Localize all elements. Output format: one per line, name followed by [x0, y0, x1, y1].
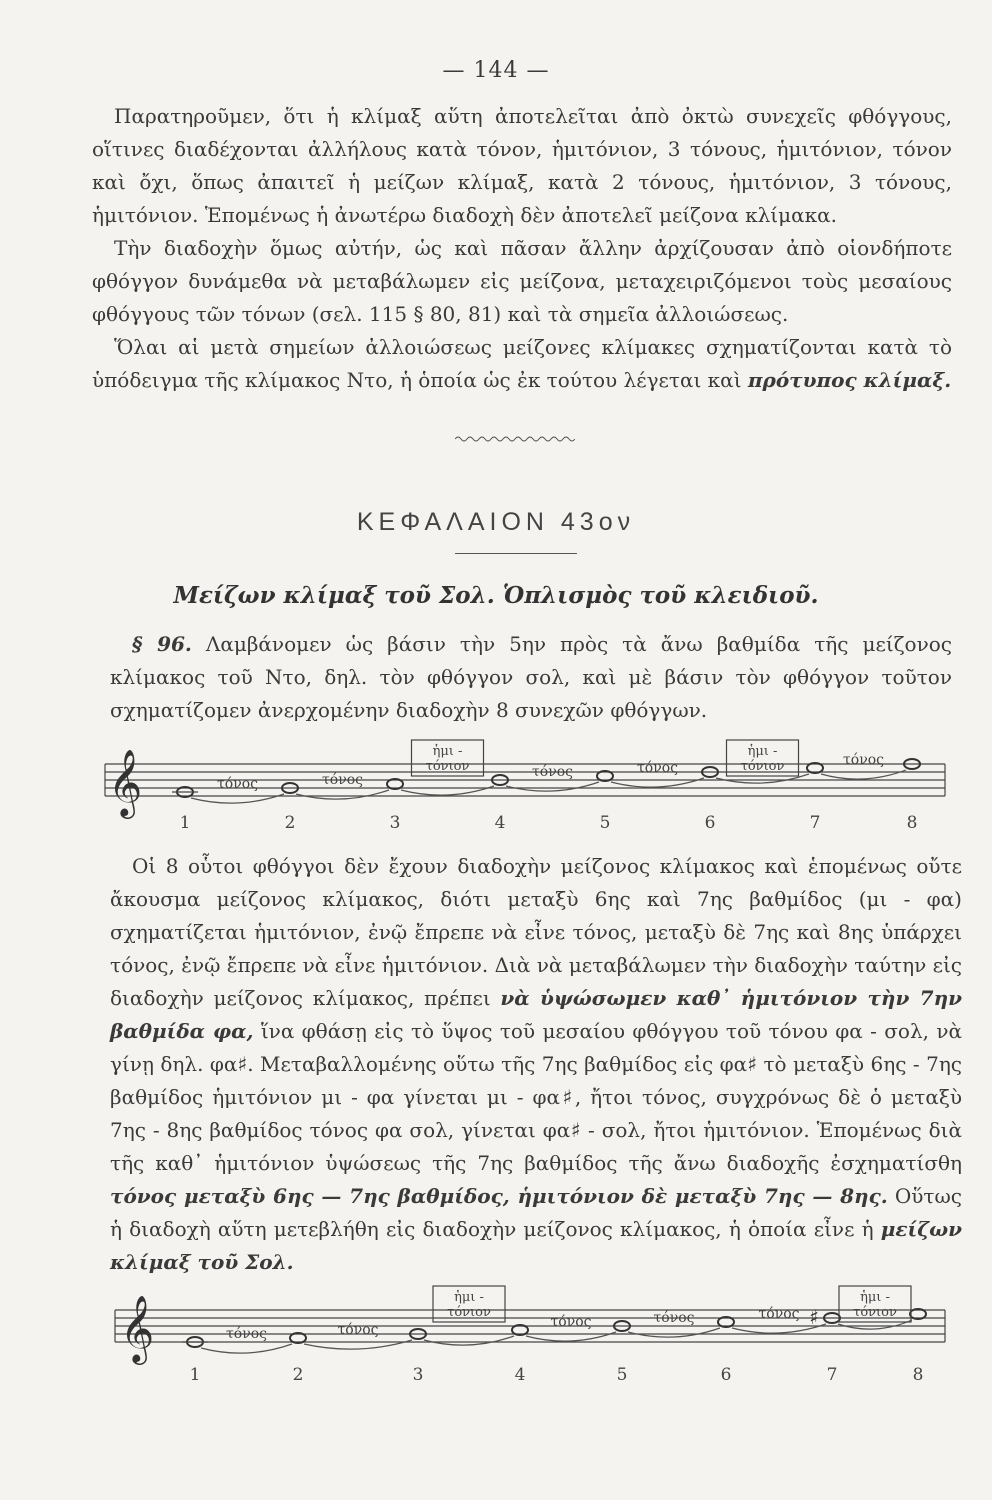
slur [716, 774, 809, 783]
tone-label: τόνος [653, 1310, 695, 1326]
staff-2-drawing [110, 1272, 952, 1382]
tone-label: τόνος [322, 772, 363, 788]
degree-number: 1 [179, 813, 191, 828]
tone-label: τόνος [532, 764, 573, 780]
degree-number: 4 [494, 813, 506, 828]
slur [821, 770, 906, 779]
slur [424, 1336, 514, 1345]
main-bold-2: τόνος μεταξὺ 6ης — 7ης βαθμίδος, ἡμιτόνιον δὲ μεταξὺ 7ης — 8ης. [110, 1184, 888, 1208]
semitone-label-bottom: τόνιον [853, 1305, 897, 1320]
main-text-part-2: ἵνα φθάσῃ εἰς τὸ ὕψος τοῦ μεσαίου φθόγγου τοῦ τόνου φα - σολ, νὰ γίνῃ δηλ. φα♯. Μεταβαλλομένης οὕτω τῆς 7ης βαθμίδος εἰς φα♯ τὸ μεταξὺ 6ης - 7ης βαθμίδος ἡμιτόνιον μι - φα γίνεται μι - φα♯, ἤτοι τόνος, συγχρόνως δὲ ὁ μεταξὺ 7ης - 8ης βαθμίδος τόνος φα σολ, γίνεται φα♯ - σολ, ἤτοι ἡμιτόνιον. Ἑπομένως διὰ τῆς καθ᾽ ἡμιτόνιον ὑψώσεως τῆς 7ης βαθμίδος τῆς ἄνω διαδοχῆς ἐσχηματίσθη [110, 1019, 962, 1175]
section-intro [110, 628, 952, 727]
degree-number: 7 [809, 813, 821, 828]
main-paragraph [110, 850, 962, 1279]
slur [526, 1332, 616, 1341]
degree-number: 4 [514, 1365, 526, 1382]
slur [611, 778, 704, 787]
tone-label: τόνος [758, 1306, 800, 1322]
degree-number: 1 [189, 1365, 201, 1382]
treble-clef-icon: 𝄞 [108, 748, 143, 816]
semitone-label-top: ἡμι - [432, 744, 463, 759]
slur [838, 1320, 912, 1329]
main-text-part-3: Οὕτως ἡ διαδοχὴ αὕτη μετεβλήθη εἰς διαδοχὴν μείζονος κλίμακος, ἡ ὁποία εἶνε ἡ [110, 1184, 962, 1241]
main-bold-3: μείζων κλίμαξ τοῦ Σολ. [110, 1217, 962, 1274]
degree-number: 8 [906, 813, 918, 828]
semitone-label-top: ἡμι - [860, 1290, 890, 1305]
intro-paragraph-3 [92, 331, 952, 397]
degree-number: 3 [389, 813, 401, 828]
degree-number: 3 [412, 1365, 424, 1382]
tone-label: τόνος [217, 776, 258, 792]
degree-number: 6 [720, 1365, 732, 1382]
slur [201, 1344, 292, 1353]
tone-label: τόνος [843, 752, 884, 768]
model-scale-term: πρότυπος κλίμαξ. [747, 368, 952, 392]
section-paragraph [110, 628, 952, 727]
tone-label: τόνος [337, 1322, 379, 1338]
intro-paragraph-3-text: Ὅλαι αἱ μετὰ σημείων ἀλλοιώσεως μείζονες κλίμακες σχηματίζονται κατὰ τὸ ὑπόδειγμα τῆς κλίμακος Ντο, ἡ ὁποία ὡς ἐκ τούτου λέγεται καὶ [92, 335, 952, 392]
music-staff-2 [110, 1272, 952, 1382]
section-title: Μείζων κλίμαξ τοῦ Σολ. Ὁπλισμὸς τοῦ κλειδιοῦ. [173, 582, 819, 609]
degree-number: 2 [284, 813, 296, 828]
wavy-divider [455, 434, 575, 444]
degree-number: 7 [826, 1365, 838, 1382]
tone-label: τόνος [637, 760, 678, 776]
page-number: — 144 — [442, 58, 550, 83]
chapter-rule [455, 553, 577, 554]
intro-paragraph-1: Παρατηροῦμεν, ὅτι ἡ κλίμαξ αὕτη ἀποτελεῖται ἀπὸ ὀκτὼ συνεχεῖς φθόγγους, οἵτινες διαδέχονται ἀλλήλους κατὰ τόνον, ἡμιτόνιον, 3 τόνους, ἡμιτόνιον, τόνον καὶ ὄχι, ὅπως ἀπαιτεῖ ἡ μείζων κλίμαξ, κατὰ 2 τόνους, ἡμιτόνιον, 3 τόνους, ἡμιτόνιον. Ἑπομένως ἡ ἀνωτέρω διαδοχὴ δὲν ἀποτελεῖ μείζονα κλίμακα. [92, 104, 952, 227]
staff-1-drawing [100, 718, 952, 828]
semitone-label-bottom: τόνιον [447, 1305, 491, 1320]
slur [506, 782, 599, 791]
section-number: § 96. [132, 632, 192, 656]
slur [628, 1328, 720, 1337]
semitone-label-bottom: τόνιον [740, 759, 785, 774]
semitone-label-bottom: τόνιον [425, 759, 470, 774]
degree-number: 2 [292, 1365, 304, 1382]
slur [401, 786, 494, 795]
sharp-sign-icon: ♯ [809, 1305, 819, 1329]
semitone-label-top: ἡμι - [454, 1290, 484, 1305]
degree-number: 5 [616, 1365, 628, 1382]
main-text-part-1: Οἱ 8 οὗτοι φθόγγοι δὲν ἔχουν διαδοχὴν μείζονος κλίμακος καὶ ἑπομένως οὔτε ἄκουσμα μείζονος κλίμακος, διότι μεταξὺ 6ης καὶ 7ης βαθμίδος (μι - φα) σχηματίζεται ἡμιτόνιον, ἐνῷ ἔπρεπε νὰ εἶνε τόνος, μεταξὺ δὲ 7ης καὶ 8ης ὑπάρχει τόνος, ἐνῷ ἔπρεπε νὰ εἶνε ἡμιτόνιον. Διὰ νὰ μεταβάλωμεν τὴν διαδοχὴν ταύτην εἰς διαδοχὴν μείζονος κλίμακος, πρέπει [110, 854, 962, 1010]
tone-label: τόνος [226, 1326, 267, 1342]
section-text: Λαμβάνομεν ὡς βάσιν τὴν 5ην πρὸς τὰ ἄνω βαθμίδα τῆς μείζονος κλίμακος τοῦ Ντο, δηλ. τὸν φθόγγον σολ, καὶ μὲ βάσιν τὸν φθόγγον τοῦτον σχηματίζομεν ἀνερχομένην διαδοχὴν 8 συνεχῶν φθόγγων. [110, 632, 952, 722]
music-staff-1 [100, 718, 952, 828]
tone-label: τόνος [550, 1314, 592, 1330]
degree-number: 8 [912, 1365, 924, 1382]
slur [296, 790, 389, 799]
semitone-label-top: ἡμι - [747, 744, 778, 759]
intro-text [92, 100, 952, 397]
main-text [110, 850, 962, 1279]
chapter-heading: ΚΕΦΑΛΑΙΟΝ 43ον [356, 508, 636, 536]
slur [304, 1340, 412, 1349]
main-bold-1: νὰ ὑψώσωμεν καθ᾽ ἡμιτόνιον τὴν 7ην βαθμίδα φα, [110, 986, 962, 1043]
intro-paragraph-2: Τὴν διαδοχὴν ὅμως αὐτήν, ὡς καὶ πᾶσαν ἄλλην ἀρχίζουσαν ἀπὸ οἱονδήποτε φθόγγον δυνάμεθα νὰ μεταβάλωμεν εἰς μείζονα, μεταχειριζόμενοι τοὺς μεσαίους φθόγγους τῶν τόνων (σελ. 115 § 80, 81) καὶ τὰ σημεῖα ἀλλοιώσεως. [92, 236, 952, 326]
slur [191, 794, 284, 803]
degree-number: 5 [599, 813, 611, 828]
degree-number: 6 [704, 813, 716, 828]
treble-clef-icon: 𝄞 [120, 1294, 155, 1362]
